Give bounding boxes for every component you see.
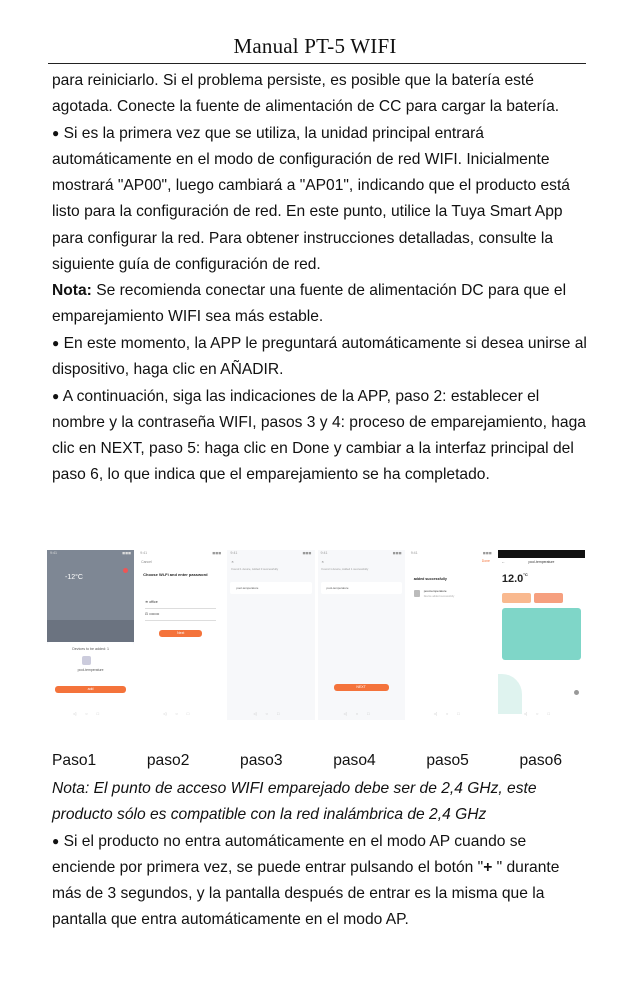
step-label: paso5 (426, 752, 469, 769)
nav-bar: ◁○□ (73, 711, 109, 716)
screenshot-step2: 9:41 ◼◼◼ Cancel Choose Wi-Fi and enter password ≋ office ⊡ •••••••• Next ◁○□ (137, 550, 224, 720)
close-icon[interactable]: × (321, 559, 324, 564)
nav-bar: ◁○□ (523, 711, 559, 716)
step-label: paso3 (240, 752, 283, 769)
bullet-icon: ● (52, 834, 60, 849)
paragraph-reset: para reiniciarlo. Si el problema persiste, es posible que la batería esté agotada. Conecte la fuente de alimentación de CC para cargar la batería. (52, 72, 560, 116)
done-button[interactable]: Done (481, 559, 490, 563)
device-card: pool-temperature (321, 582, 402, 594)
nav-bar: ◁○□ (253, 711, 289, 716)
step-labels (52, 752, 562, 770)
paragraph-steps: ● A continuación, siga las indicaciones de la APP, paso 2: establecer el nombre y la contraseña WIFI, pasos 3 y 4: proceso de emparejamiento, haga clic en NEXT, paso 5: haga clic en Done y cambiar a la interfaz principal del paso 6, lo que indica que el emparejamiento se ha completado. (52, 388, 586, 484)
next-button[interactable]: NEXT (334, 684, 389, 691)
note-frequency: Nota: El punto de acceso WIFI emparejado debe ser de 2,4 GHz, este producto sólo es compatible con la red inalámbrica de 2,4 GHz (52, 780, 537, 824)
wifi-icon: ≋ (145, 600, 149, 604)
bullet-icon: ● (52, 389, 60, 404)
screen1-temp: -12°C (65, 574, 83, 581)
paragraph-first-use: ● Si es la primera vez que se utiliza, la unidad principal entrará automáticamente en el modo de configuración de red WIFI. Inicialmente mostrará "AP00", luego cambiará a "AP01", indicando que el producto está listo para la configuración de red. En este punto, utilice la Tuya Smart App para configurar la red. Para obtener instrucciones detalladas, consulte la siguiente guía de configuración de red. (52, 125, 570, 273)
screenshot-step3: 9:41 ◼◼◼ × Found 1 device, Added 0 successfully pool-temperature ◁○□ (227, 550, 314, 720)
nav-bar: ◁○□ (163, 711, 199, 716)
body-text (52, 68, 587, 489)
screenshot-step4: 9:41 ◼◼◼ × Found 1 device, Added 1 successfully pool-temperature NEXT ◁○□ (318, 550, 405, 720)
footer-text (52, 776, 587, 934)
plus-icon: + (483, 859, 493, 877)
nav-bar: ◁○□ (433, 711, 469, 716)
screenshot-step1: 9:41 ◼◼◼ -12°C Devices to be added: 1 pool-temperature add ◁○□ (47, 550, 134, 720)
paragraph-app-prompt: ● En este momento, la APP le preguntará automáticamente si desea unirse al dispositivo, haga clic en AÑADIR. (52, 334, 587, 379)
screen1-popup: Devices to be added: 1 (72, 647, 109, 651)
close-icon[interactable]: × (231, 559, 234, 564)
lock-icon: ⊡ (145, 612, 149, 616)
step-label: Paso1 (52, 752, 97, 769)
settings-icon[interactable] (574, 690, 579, 695)
add-button[interactable]: add (55, 686, 126, 693)
screenshot-step6: ← pool-temperature $12.0^{^\circ C}$ ◁○□ (498, 550, 585, 720)
bullet-icon: ● (52, 126, 60, 141)
bullet-icon: ● (52, 335, 60, 350)
step-label: paso6 (519, 752, 562, 769)
paragraph-note: Nota: Se recomienda conectar una fuente de alimentación DC para que el emparejamiento WIFI sea más estable. (52, 281, 567, 325)
history-panel (502, 608, 581, 660)
stat-chip (502, 593, 531, 603)
paragraph-ap-mode: ● Si el producto no entra automáticamente en el modo AP cuando se enciende por primera vez, se puede entrar pulsando el botón "+ " durante más de 3 segundos, y la pantalla después de entrar es la misma que la pantalla que entra automáticamente en el modo AP. (52, 833, 560, 929)
app-screenshots (47, 550, 585, 720)
step-label: paso4 (333, 752, 376, 769)
screenshot-step5: 9:41 ◼◼◼ Done added successfully pool-temperature Device added successfully ◁○□ (408, 550, 495, 720)
title-rule (48, 63, 586, 64)
nav-bar: ◁○□ (343, 711, 379, 716)
back-icon[interactable]: ← (501, 560, 506, 564)
next-button[interactable]: Next (159, 630, 202, 637)
stat-chip (534, 593, 563, 603)
device-icon (82, 656, 91, 665)
step-label: paso2 (146, 752, 190, 769)
device-card: pool-temperature (230, 582, 311, 594)
page-title: Manual PT-5 WIFI (233, 34, 397, 58)
device-card: pool-temperature Device added successfully (414, 588, 489, 602)
